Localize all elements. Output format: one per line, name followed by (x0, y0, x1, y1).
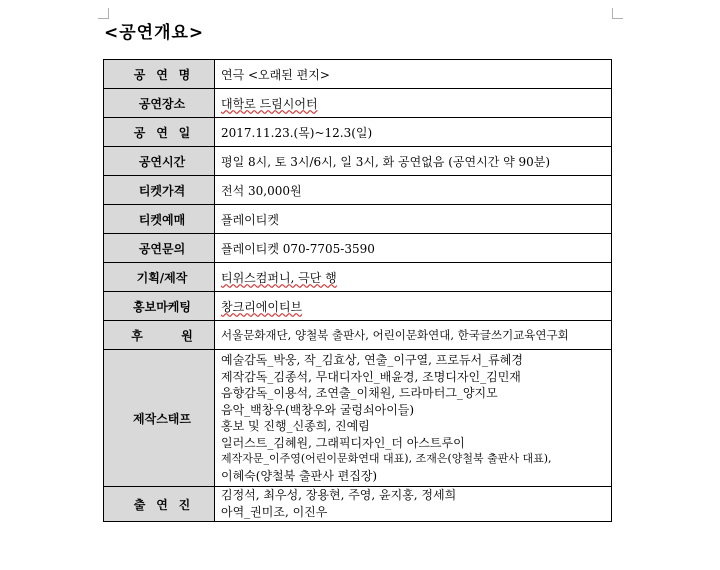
staff-line: 이혜숙(양철북 출판사 편집장) (221, 468, 378, 483)
row-label-price: 티켓가격 (104, 176, 215, 205)
table-row (104, 234, 612, 263)
staff-line: 제작감독_김종석, 무대디자인_배윤경, 조명디자인_김민재 (221, 369, 521, 384)
table-row (104, 118, 612, 147)
performance-info-table (103, 59, 612, 522)
row-label-sponsor: 후원 (104, 321, 215, 350)
row-label-marketing: 홍보마케팅 (104, 292, 215, 321)
table-row (104, 350, 612, 487)
staff-line: 예술감독_박웅, 작_김효상, 연출_이구열, 프로듀서_류혜경 (221, 353, 523, 367)
row-value-sponsor: 서울문화재단, 양철북 출판사, 어린이문화연대, 한국글쓰기교육연구회 (215, 321, 612, 350)
row-label-staff: 제작스태프 (104, 350, 215, 487)
cast-line: 아역_권미조, 이진우 (221, 505, 328, 519)
row-label-inquiry: 공연문의 (104, 234, 215, 263)
row-value-staff (215, 350, 612, 487)
staff-line: 일러스트_김혜원, 그래픽디자인_더 아스트루이 (221, 435, 465, 450)
page-corner-mark-right (612, 8, 623, 19)
row-value-inquiry: 플레이티켓 070-7705-3590 (215, 234, 612, 263)
row-label-showtime: 공연시간 (104, 147, 215, 176)
table-row (104, 176, 612, 205)
row-label-production: 기획/제작 (104, 263, 215, 292)
staff-line: 음악_백창우(백창우와 굴렁쇠아이들) (221, 402, 415, 417)
staff-line: 제작자문_이주영(어린이문화연대 대표), 조재은(양철북 출판사 대표), (221, 452, 552, 465)
row-value-booking: 플레이티켓 (215, 205, 612, 234)
section-heading: <공연개요> (104, 23, 205, 43)
row-value-marketing: 창크리에이티브 (215, 292, 612, 321)
table-row (104, 205, 612, 234)
row-value-showtime: 평일 8시, 토 3시/6시, 일 3시, 화 공연없음 (공연시간 약 90분) (215, 147, 612, 176)
table-row (104, 321, 612, 350)
table-row (104, 487, 612, 522)
row-value-title: 연극 <오래된 편지> (215, 60, 612, 89)
row-value-venue: 대학로 드림시어터 (215, 89, 612, 118)
row-value-price: 전석 30,000원 (215, 176, 612, 205)
row-label-booking: 티켓예매 (104, 205, 215, 234)
staff-line: 음향감독_이용석, 조연출_이채원, 드라마터그_양지모 (221, 386, 498, 400)
table-row (104, 263, 612, 292)
table-row (104, 89, 612, 118)
row-label-dates: 공연일 (104, 118, 215, 147)
table-row (104, 147, 612, 176)
row-value-cast (215, 487, 612, 522)
row-label-cast: 출연진 (104, 487, 215, 522)
row-label-title: 공연명 (104, 60, 215, 89)
row-value-production: 티위스컴퍼니, 극단 행 (215, 263, 612, 292)
table-row (104, 60, 612, 89)
table-row (104, 292, 612, 321)
row-value-dates: 2017.11.23.(목)~12.3(일) (215, 118, 612, 147)
cast-line: 김정석, 최우성, 장용현, 주영, 윤지홍, 정세희 (221, 488, 457, 502)
row-label-venue: 공연장소 (104, 89, 215, 118)
staff-line: 홍보 및 진행_신종희, 진예림 (221, 419, 370, 433)
